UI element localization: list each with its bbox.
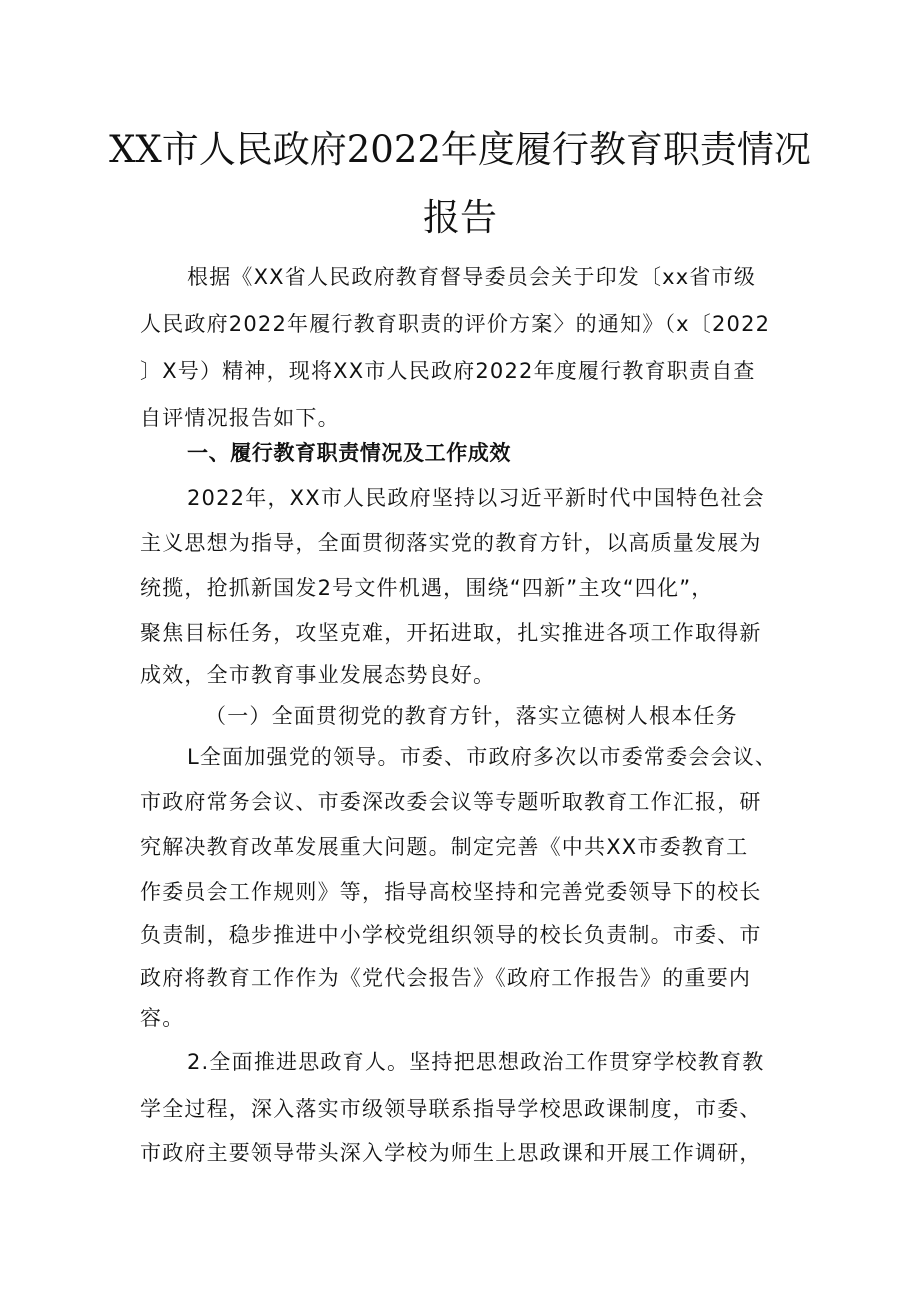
subsection-1-heading: （一）全面贯彻党的教育方针，落实立德树人根本任务: [205, 704, 738, 728]
item-1-line: 作委员会工作规则》等，指导高校坚持和完善党委领导下的校长: [140, 880, 762, 904]
section-1-heading: 一、履行教育职责情况及工作成效: [187, 441, 511, 465]
section-1-line: 成效，全市教育事业发展态势良好。: [140, 663, 496, 687]
intro-line: 人民政府2022年履行教育职责的评价方案〉的通知》（x〔2022: [140, 312, 771, 336]
intro-line: 自评情况报告如下。: [140, 406, 340, 430]
item-1-line: 市政府常务会议、市委深改委会议等专题听取教育工作汇报，研: [140, 790, 762, 814]
section-1-line: 2022年，XX市人民政府坚持以习近平新时代中国特色社会: [187, 486, 765, 510]
section-1-line: 聚焦目标任务，攻坚克难，开拓进取，扎实推进各项工作取得新: [140, 621, 762, 645]
item-2-line: 2.全面推进思政育人。坚持把思想政治工作贯穿学校教育教: [187, 1050, 765, 1074]
section-1-line: 主义思想为指导，全面贯彻落实党的教育方针，以高质量发展为: [140, 531, 762, 555]
item-1-line: 容。: [140, 1006, 185, 1030]
item-1-line: 究解决教育改革发展重大问题。制定完善《中共XX市委教育工: [140, 835, 749, 859]
intro-line: 根据《XX省人民政府教育督导委员会关于印发〔xx省市级: [187, 265, 757, 289]
item-2-line: 市政府主要领导带头深入学校为师生上思政课和开展工作调研，: [140, 1141, 762, 1165]
item-2-line: 学全过程，深入落实市级领导联系指导学校思政课制度，市委、: [140, 1097, 762, 1121]
item-1-line: L全面加强党的领导。市委、市政府多次以市委常委会会议、: [187, 745, 778, 769]
intro-line: 〕X号）精神，现将XX市人民政府2022年度履行教育职责自查: [140, 359, 756, 383]
item-1-line: 政府将教育工作作为《党代会报告》《政府工作报告》的重要内: [140, 966, 752, 990]
section-1-line: 统揽，抢抓新国发2号文件机遇，围绕“四新”主攻“四化”，: [140, 576, 714, 600]
item-1-line: 负责制，稳步推进中小学校党组织领导的校长负责制。市委、市: [140, 923, 762, 947]
document-title-line-2: 报告: [423, 196, 497, 239]
document-title-line-1: XX市人民政府2022年度履行教育职责情况: [109, 128, 811, 171]
